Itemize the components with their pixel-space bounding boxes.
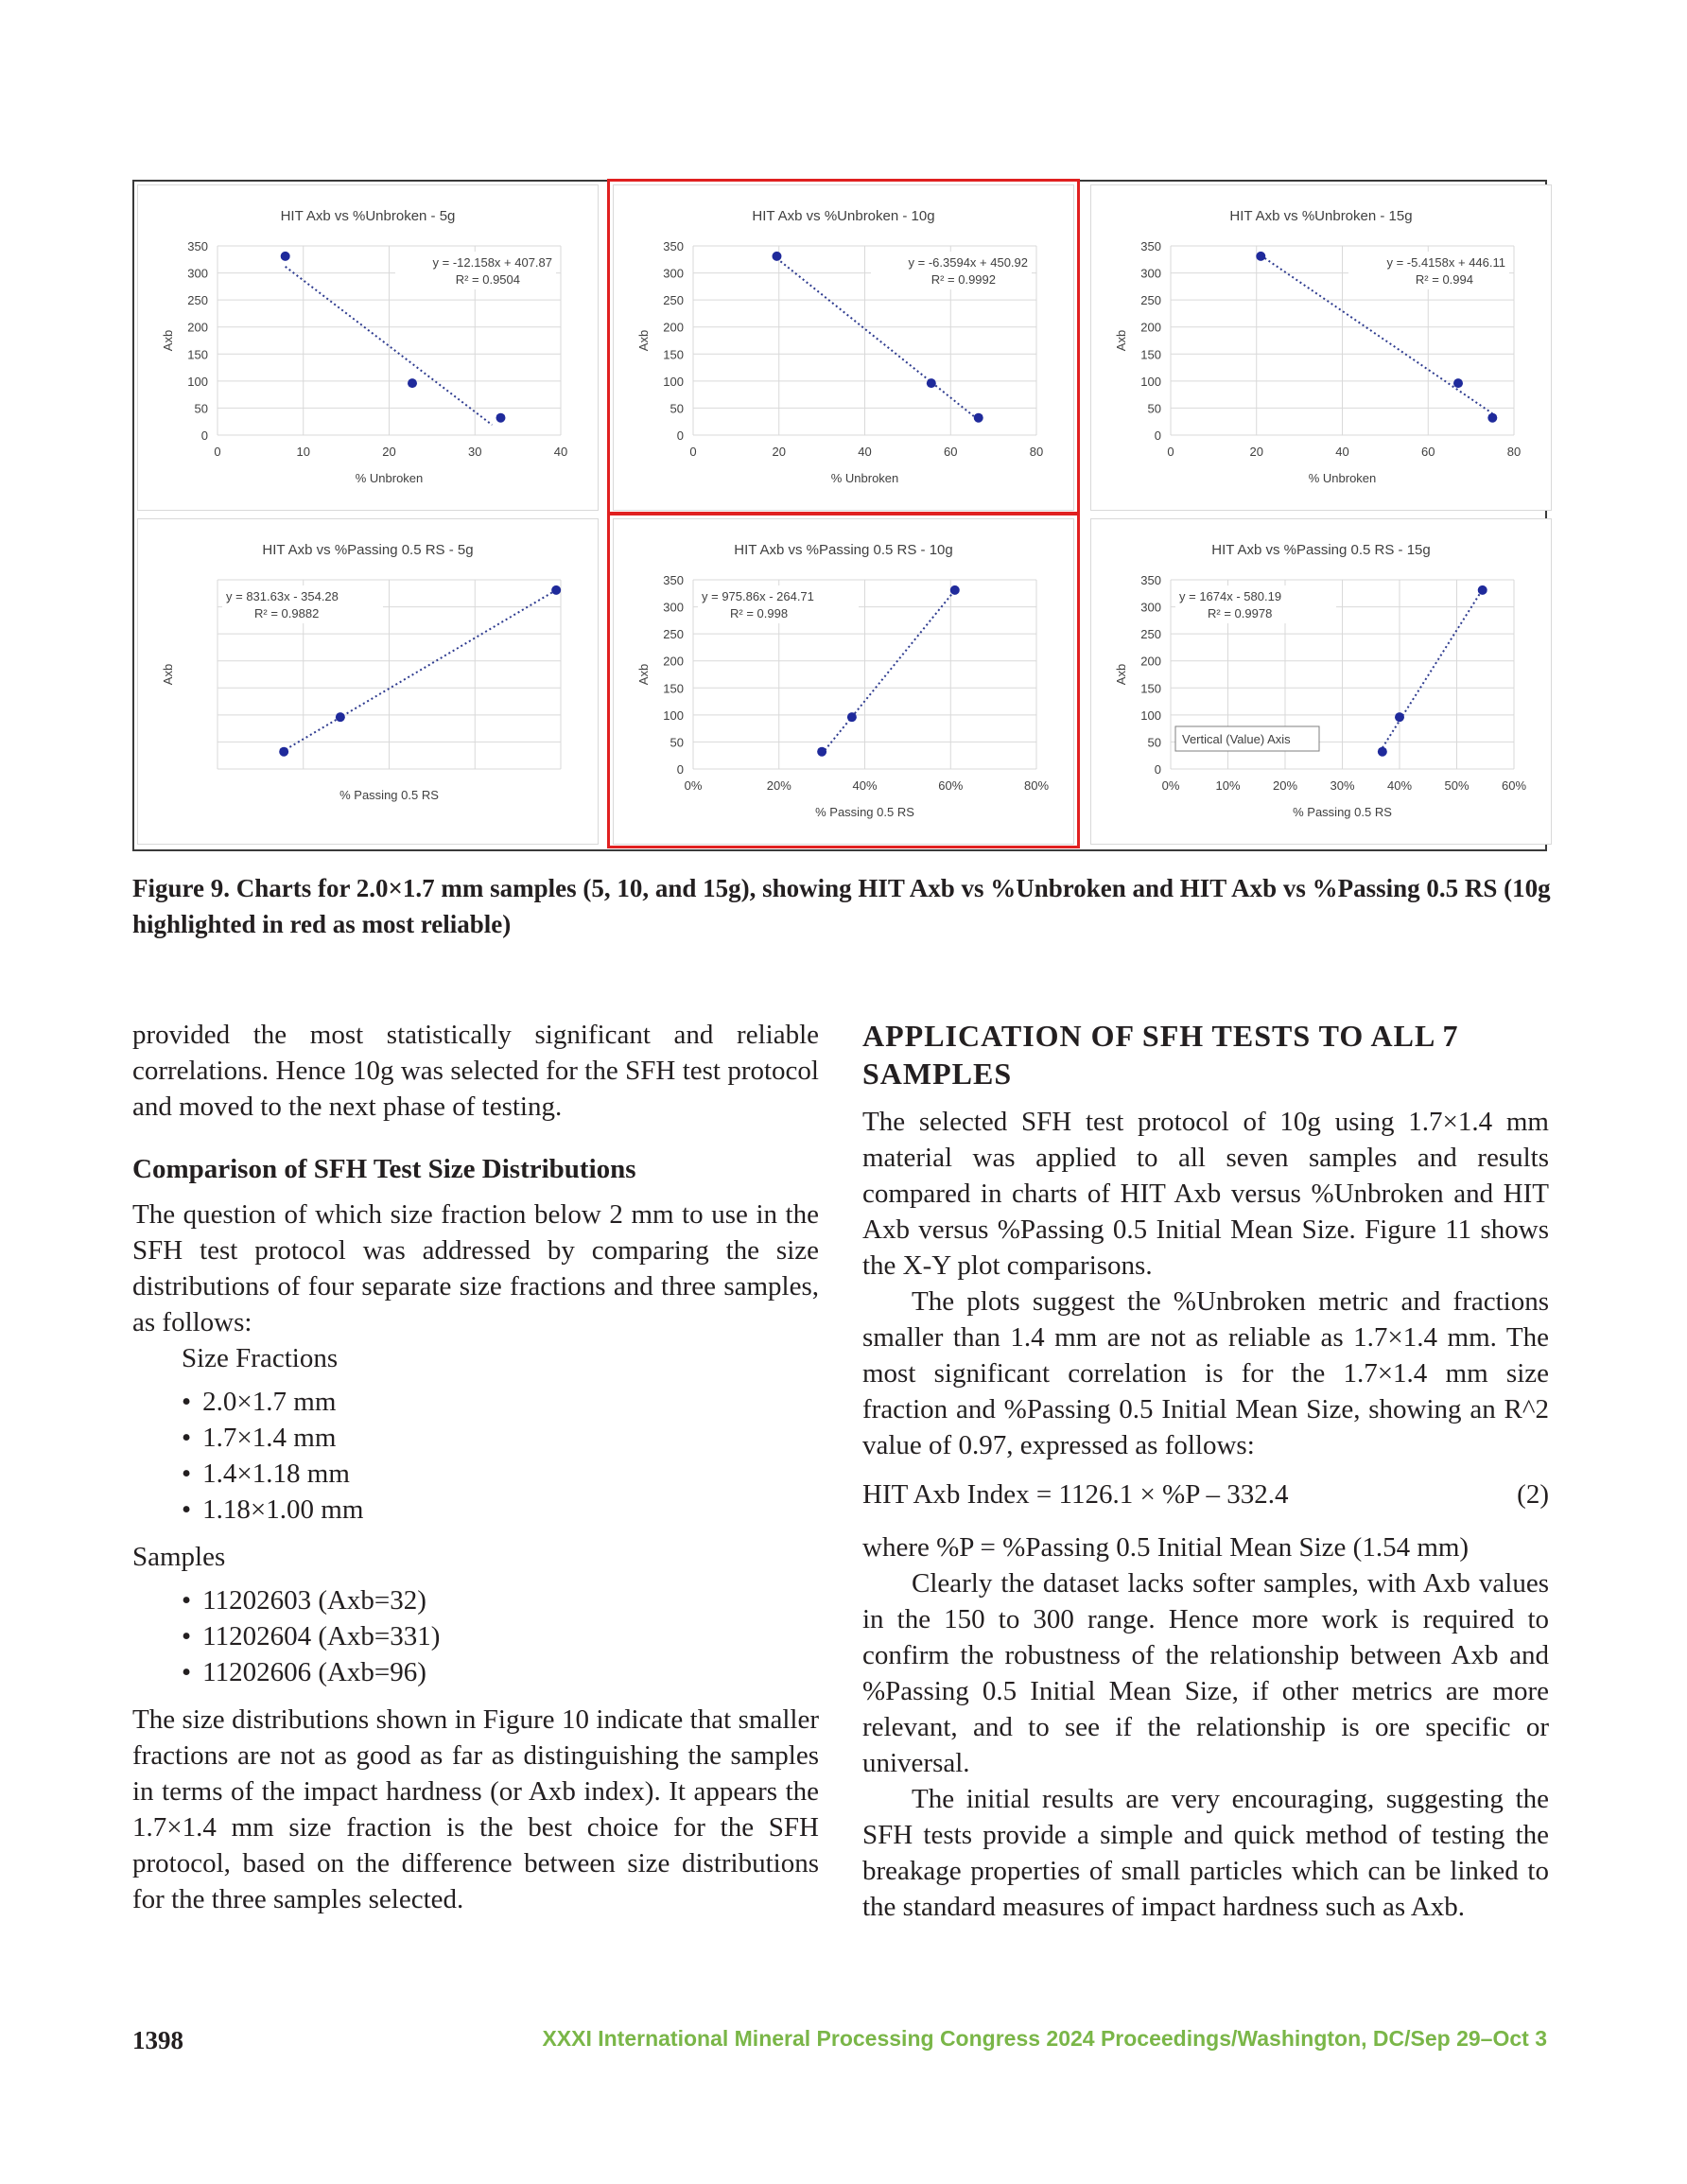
list-item: • 11202606 (Axb=96)	[182, 1654, 819, 1690]
right-column	[862, 1017, 1549, 1925]
x-tick-label: 60	[944, 445, 958, 459]
r-squared: R² = 0.9978	[1208, 606, 1273, 620]
left-paragraph-2: The question of which size fraction below 2 mm to use in the SFH test protocol was addressed by comparing the size distributions of four separate size fractions and three samples, as follows:	[132, 1199, 819, 1337]
x-tick-label: 20	[772, 445, 786, 459]
x-tick-label: 0%	[1161, 778, 1180, 793]
y-tick-label: 350	[1140, 239, 1161, 253]
y-tick-label: 0	[676, 428, 684, 443]
y-tick-label: 100	[1140, 708, 1161, 723]
chart-title: HIT Axb vs %Unbroken - 10g	[752, 208, 935, 224]
trendline-equation: y = -12.158x + 407.87	[432, 255, 552, 270]
list-item: • 2.0×1.7 mm	[182, 1384, 819, 1420]
page-number: 1398	[132, 2026, 183, 2054]
y-tick-label: 150	[663, 681, 684, 696]
x-tick-label: 40%	[1386, 778, 1413, 793]
y-tick-label: 0	[200, 428, 208, 443]
equation-number: (2)	[1517, 1479, 1549, 1510]
data-point	[950, 585, 960, 595]
trendline-equation: y = 831.63x - 354.28	[226, 589, 339, 603]
y-tick-label: 300	[187, 266, 208, 281]
x-tick-label: 0	[1167, 445, 1174, 459]
chart-title: HIT Axb vs %Passing 0.5 RS - 5g	[262, 542, 474, 558]
x-axis-label: % Unbroken	[355, 471, 424, 485]
data-point	[927, 378, 936, 388]
trendline-equation: y = -5.4158x + 446.11	[1386, 255, 1505, 270]
chart-title: HIT Axb vs %Passing 0.5 RS - 10g	[734, 542, 953, 558]
list-item: • 1.18×1.00 mm	[182, 1492, 819, 1528]
x-tick-label: 40	[858, 445, 872, 459]
y-tick-label: 350	[1140, 573, 1161, 587]
data-point	[496, 413, 505, 423]
chart-1	[137, 184, 599, 511]
equation-where: where %P = %Passing 0.5 Initial Mean Size (1.54 mm)	[862, 1532, 1470, 1563]
y-tick-label: 0	[1154, 762, 1161, 777]
data-point	[1487, 413, 1497, 423]
y-tick-label: 50	[670, 401, 684, 416]
x-tick-label: 40%	[852, 778, 878, 793]
x-axis-label: % Passing 0.5 RS	[815, 805, 914, 819]
x-tick-label: 40	[553, 445, 568, 459]
tooltip-text: Vertical (Value) Axis	[1182, 732, 1291, 746]
section-heading-comparison: Comparison of SFH Test Size Distributions	[132, 1154, 636, 1184]
x-tick-label: 10	[296, 445, 310, 459]
data-point	[281, 252, 290, 261]
data-point	[408, 378, 417, 388]
left-column	[132, 1017, 819, 1917]
data-point	[1378, 747, 1387, 757]
size-fractions-list	[132, 1384, 819, 1528]
y-tick-label: 200	[187, 320, 208, 335]
y-axis-label: Axb	[636, 663, 651, 686]
y-axis-label: Axb	[636, 329, 651, 352]
x-tick-label: 0	[689, 445, 697, 459]
y-axis-label: Axb	[161, 329, 175, 352]
right-paragraph-4: The initial results are very encouraging, suggesting the SFH tests provide a simple and quick method of testing the breakage properties of small particles which can be linked to the standard measures of impact hardness such as Axb.	[862, 1784, 1549, 1922]
y-tick-label: 200	[1140, 654, 1161, 669]
list-item: • 11202604 (Axb=331)	[182, 1618, 819, 1654]
chart-2	[613, 184, 1074, 511]
y-tick-label: 250	[663, 627, 684, 642]
chart-5	[613, 518, 1074, 845]
r-squared: R² = 0.9992	[930, 272, 996, 287]
chart-3	[1090, 184, 1552, 511]
x-tick-label: 20%	[1272, 778, 1298, 793]
r-squared: R² = 0.998	[730, 606, 789, 620]
data-point	[1453, 378, 1463, 388]
y-tick-label: 300	[663, 266, 684, 281]
data-point	[1256, 252, 1265, 261]
x-tick-label: 30	[468, 445, 482, 459]
x-tick-label: 20	[1249, 445, 1263, 459]
right-paragraph-3: Clearly the dataset lacks softer samples, with Axb values in the 150 to 300 range. Hence more work is required to confirm the robustness of the relationship between Axb and %Passing 0.5 Initial Mean Size, if other metrics are more relevant, and to see if the relationship is ore specific or universal.	[862, 1568, 1549, 1778]
y-tick-label: 150	[663, 347, 684, 362]
y-tick-label: 100	[663, 708, 684, 723]
data-point	[817, 747, 826, 757]
x-tick-label: 0%	[684, 778, 703, 793]
x-tick-label: 30%	[1330, 778, 1355, 793]
x-axis-label: % Unbroken	[1308, 471, 1377, 485]
y-tick-label: 100	[1140, 374, 1161, 389]
footer-title: XXXI International Mineral Processing Congress 2024 Proceedings/Washington, DC/Sep 29–Oct 3	[542, 2026, 1547, 2051]
x-tick-label: 10%	[1215, 778, 1241, 793]
section-heading-application: APPLICATION OF SFH TESTS TO ALL 7 SAMPLES	[862, 1019, 1459, 1091]
size-fractions-label: Size Fractions	[182, 1343, 339, 1373]
y-tick-label: 0	[1154, 428, 1161, 443]
data-point	[847, 712, 857, 722]
x-axis-label: % Passing 0.5 RS	[1293, 805, 1392, 819]
x-tick-label: 20	[382, 445, 396, 459]
y-tick-label: 250	[663, 293, 684, 308]
y-axis-label: Axb	[1114, 663, 1128, 686]
y-tick-label: 200	[663, 654, 684, 669]
data-point	[1395, 712, 1404, 722]
chart-title: HIT Axb vs %Passing 0.5 RS - 15g	[1211, 542, 1431, 558]
y-tick-label: 300	[1140, 600, 1161, 615]
data-point	[772, 252, 781, 261]
data-point	[336, 712, 345, 722]
y-tick-label: 100	[663, 374, 684, 389]
samples-list	[132, 1582, 819, 1690]
chart-4	[137, 518, 599, 845]
chart-6	[1090, 518, 1552, 845]
y-tick-label: 150	[1140, 681, 1161, 696]
y-tick-label: 200	[663, 320, 684, 335]
equation-text: HIT Axb Index = 1126.1 × %P – 332.4	[862, 1479, 1289, 1510]
y-axis-label: Axb	[161, 663, 175, 686]
y-tick-label: 50	[670, 735, 684, 750]
y-tick-label: 300	[663, 600, 684, 615]
y-tick-label: 50	[1147, 735, 1161, 750]
x-tick-label: 80	[1506, 445, 1522, 459]
x-tick-label: 80%	[1023, 778, 1050, 793]
data-point	[1478, 585, 1487, 595]
trendline-equation: y = -6.3594x + 450.92	[908, 255, 1028, 270]
x-tick-label: 50%	[1444, 778, 1470, 793]
y-tick-label: 350	[187, 239, 208, 253]
y-tick-label: 50	[1147, 401, 1161, 416]
y-tick-label: 250	[187, 293, 208, 308]
y-tick-label: 150	[187, 347, 208, 362]
list-item: • 11202603 (Axb=32)	[182, 1582, 819, 1618]
x-tick-label: 60	[1421, 445, 1435, 459]
x-tick-label: 40	[1335, 445, 1349, 459]
x-tick-label: 60%	[1501, 778, 1527, 793]
y-tick-label: 350	[663, 573, 684, 587]
list-item: • 1.7×1.4 mm	[182, 1420, 819, 1456]
trendline-equation: y = 975.86x - 264.71	[702, 589, 814, 603]
x-tick-label: 60%	[938, 778, 964, 793]
x-axis-label: % Unbroken	[830, 471, 899, 485]
right-paragraph-1: The selected SFH test protocol of 10g using 1.7×1.4 mm material was applied to all seven samples and results compared in charts of HIT Axb versus %Unbroken and HIT Axb versus %Passing 0.5 Initial Mean Size. Figure 11 shows the X-Y plot comparisons.	[862, 1107, 1549, 1281]
equation-2	[862, 1476, 1549, 1512]
r-squared: R² = 0.9882	[254, 606, 320, 620]
trendline-equation: y = 1674x - 580.19	[1179, 589, 1282, 603]
y-tick-label: 50	[194, 401, 208, 416]
samples-label: Samples	[132, 1542, 226, 1572]
right-paragraph-2: The plots suggest the %Unbroken metric and fractions smaller than 1.4 mm are not as reliable as 1.7×1.4 mm. The most significant correlation is for the 1.7×1.4 mm size fraction and %Passing 0.5 Initial Mean Size, showing an R^2 value of 0.97, expressed as follows:	[862, 1286, 1549, 1460]
y-tick-label: 250	[1140, 627, 1161, 642]
x-tick-label: 80	[1029, 445, 1044, 459]
chart-title: HIT Axb vs %Unbroken - 5g	[280, 208, 456, 224]
data-point	[974, 413, 983, 423]
y-tick-label: 350	[663, 239, 684, 253]
chart-title: HIT Axb vs %Unbroken - 15g	[1229, 208, 1413, 224]
x-axis-label: % Passing 0.5 RS	[339, 788, 439, 802]
y-tick-label: 150	[1140, 347, 1161, 362]
y-tick-label: 0	[676, 762, 684, 777]
y-tick-label: 100	[187, 374, 208, 389]
left-paragraph-1: provided the most statistically significant and reliable correlations. Hence 10g was selected for the SFH test protocol and moved to the next phase of testing.	[132, 1020, 819, 1122]
y-tick-label: 300	[1140, 266, 1161, 281]
r-squared: R² = 0.994	[1415, 272, 1473, 287]
x-tick-label: 0	[214, 445, 221, 459]
data-point	[551, 585, 561, 595]
x-tick-label: 20%	[766, 778, 791, 793]
left-paragraph-3: The size distributions shown in Figure 10 indicate that smaller fractions are not as good as far as distinguishing the samples in terms of the impact hardness (or Axb index). It appears the 1.7×1.4 mm size fraction is the best choice for the SFH protocol, based on the difference between size distributions for the three samples selected.	[132, 1704, 819, 1914]
list-item: • 1.4×1.18 mm	[182, 1456, 819, 1492]
y-tick-label: 250	[1140, 293, 1161, 308]
y-tick-label: 200	[1140, 320, 1161, 335]
figure-caption: Figure 9. Charts for 2.0×1.7 mm samples (5, 10, and 15g), showing HIT Axb vs %Unbroken and HIT Axb vs %Passing 0.5 RS (10g highlighted in red as most reliable)	[132, 874, 1551, 938]
y-axis-label: Axb	[1114, 329, 1128, 352]
data-point	[279, 747, 288, 757]
r-squared: R² = 0.9504	[455, 272, 520, 287]
